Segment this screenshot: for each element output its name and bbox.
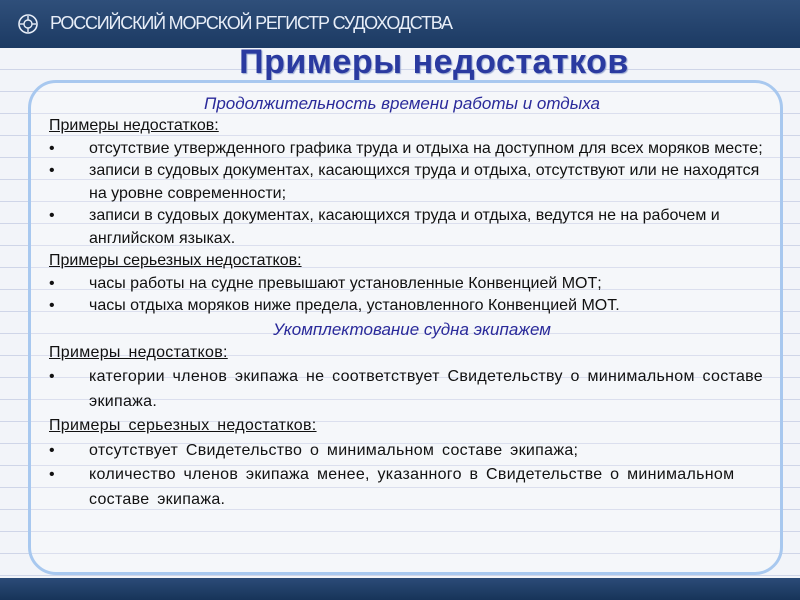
list-item-text: отсутствие утвержденного графика труда и отдыха на доступном для всех моряков месте; (89, 139, 763, 157)
deficiencies-heading: Примеры недостатков: (49, 117, 219, 134)
list-item-text: записи в судовых документах, касающихся труда и отдыха, ведутся не на рабочем и английском языках. (89, 207, 720, 247)
serious-deficiency-list (49, 439, 775, 513)
organization-name: РОССИЙСКИЙ МОРСКОЙ РЕГИСТР СУДОХОДСТВА (50, 13, 452, 33)
deficiency-list (49, 138, 775, 251)
list-item (49, 365, 775, 414)
header-bar (0, 0, 800, 48)
list-item (49, 205, 775, 250)
bullet-icon: • (49, 162, 55, 179)
content (49, 92, 775, 512)
section-title-crewing: Укомплектование судна экипажем (273, 319, 551, 339)
list-item-text: часы работы на судне превышают установленные Конвенцией МОТ; (89, 274, 602, 292)
serious-deficiency-list (49, 273, 775, 318)
bullet-icon: • (49, 274, 55, 292)
bullet-icon: • (49, 297, 55, 314)
bullet-icon: • (49, 139, 55, 157)
list-item-text: категории членов экипажа не соответствует Свидетельству о минимальном составе экипажа. (89, 368, 763, 410)
list-item (49, 439, 775, 464)
list-item-text: отсутствует Свидетельство о минимальном составе экипажа; (89, 441, 579, 459)
serious-deficiencies-heading: Примеры серьезных недостатков: (49, 252, 302, 269)
list-item (49, 160, 775, 205)
deficiencies-heading: Примеры недостатков: (49, 343, 228, 361)
list-item-text: записи в судовых документах, касающихся труда и отдыха, отсутствуют или не находятся на уровне современности; (89, 162, 760, 202)
footer-bar (0, 578, 800, 600)
list-item (49, 273, 775, 296)
list-item (49, 138, 775, 161)
bullet-icon: • (49, 466, 55, 483)
page-title: Примеры недостатков (239, 43, 629, 81)
serious-deficiencies-heading: Примеры серьезных недостатков: (49, 417, 317, 434)
list-item-text: часы отдыха моряков ниже предела, установленного Конвенцией МОТ. (89, 297, 620, 314)
deficiency-list (49, 365, 775, 414)
bullet-icon: • (49, 368, 55, 385)
list-item (49, 463, 775, 512)
section-crewing (49, 318, 775, 513)
bullet-icon: • (49, 207, 55, 224)
list-item-text: количество членов экипажа менее, указанного в Свидетельстве о минимальном составе экипажа. (89, 466, 735, 508)
list-item (49, 295, 775, 318)
emblem-icon (18, 14, 38, 34)
bullet-icon: • (49, 441, 55, 459)
section-title-work-rest: Продолжительность времени работы и отдыха (204, 94, 600, 113)
